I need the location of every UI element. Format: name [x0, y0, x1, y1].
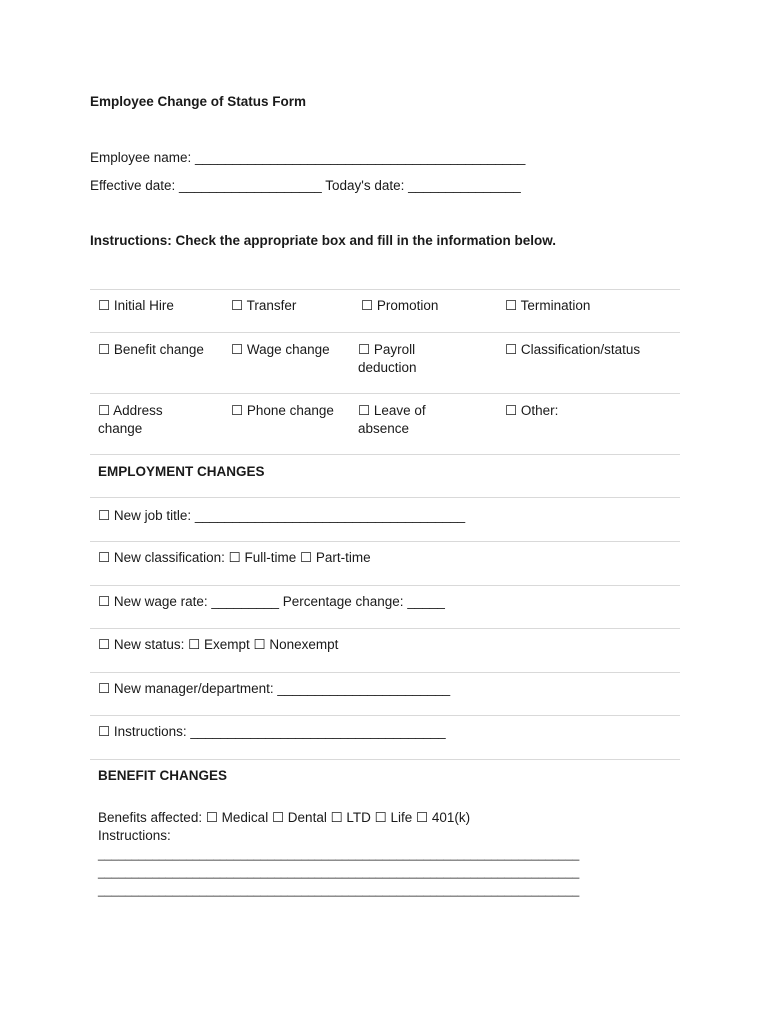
checkbox-payroll-deduction[interactable]: ☐ Payroll deduction	[358, 342, 417, 375]
checkbox-initial-hire[interactable]: ☐ Initial Hire	[98, 298, 174, 313]
divider	[90, 628, 680, 629]
checkbox-benefit-change[interactable]: ☐ Benefit change	[98, 342, 204, 357]
new-status-field[interactable]: ☐ New status: ☐ Exempt ☐ Nonexempt	[98, 637, 339, 652]
benefits-affected-field[interactable]: Benefits affected: ☐ Medical ☐ Dental ☐ LTD ☐ Life ☐ 401(k)	[98, 810, 471, 825]
benefits-instructions-label: Instructions:	[98, 828, 171, 843]
checkbox-wage-change[interactable]: ☐ Wage change	[231, 342, 330, 357]
benefits-instructions-line-2[interactable]: _______________________________________________________________________	[98, 865, 580, 879]
divider	[90, 332, 680, 333]
checkbox-phone-change[interactable]: ☐ Phone change	[231, 403, 334, 418]
divider	[90, 289, 680, 290]
checkbox-other[interactable]: ☐ Other:	[505, 403, 559, 418]
divider	[90, 541, 680, 542]
instructions-text: Instructions: Check the appropriate box and fill in the information below.	[90, 233, 557, 248]
divider	[90, 759, 680, 760]
checkbox-promotion[interactable]: ☐ Promotion	[361, 298, 439, 313]
benefit-changes-heading: BENEFIT CHANGES	[98, 768, 228, 783]
divider	[90, 497, 680, 498]
divider	[90, 715, 680, 716]
checkbox-termination[interactable]: ☐ Termination	[505, 298, 591, 313]
employment-changes-heading: EMPLOYMENT CHANGES	[98, 464, 265, 479]
checkbox-transfer[interactable]: ☐ Transfer	[231, 298, 297, 313]
divider	[90, 454, 680, 455]
dates-field[interactable]: Effective date: ___________________ Today's date: _______________	[90, 178, 521, 193]
divider	[90, 672, 680, 673]
benefits-instructions-line-1[interactable]: _______________________________________________________________________	[98, 847, 580, 861]
employment-instructions-field[interactable]: ☐ Instructions: __________________________________	[98, 724, 446, 739]
new-classification-field[interactable]: ☐ New classification: ☐ Full-time ☐ Part-time	[98, 550, 371, 565]
new-wage-rate-field[interactable]: ☐ New wage rate: _________ Percentage change: _____	[98, 594, 445, 609]
checkbox-leave-of-absence[interactable]: ☐ Leave of absence	[358, 403, 426, 436]
divider	[90, 585, 680, 586]
new-manager-field[interactable]: ☐ New manager/department: _______________________	[98, 681, 451, 696]
checkbox-classification-status[interactable]: ☐ Classification/status	[505, 342, 641, 357]
new-job-title-field[interactable]: ☐ New job title: ____________________________________	[98, 508, 466, 523]
form-title: Employee Change of Status Form	[90, 94, 307, 109]
benefits-instructions-line-3[interactable]: _______________________________________________________________________	[98, 883, 580, 897]
divider	[90, 393, 680, 394]
employee-name-field[interactable]: Employee name: ____________________________________________	[90, 150, 526, 165]
checkbox-address-change[interactable]: ☐ Address change	[98, 403, 163, 436]
